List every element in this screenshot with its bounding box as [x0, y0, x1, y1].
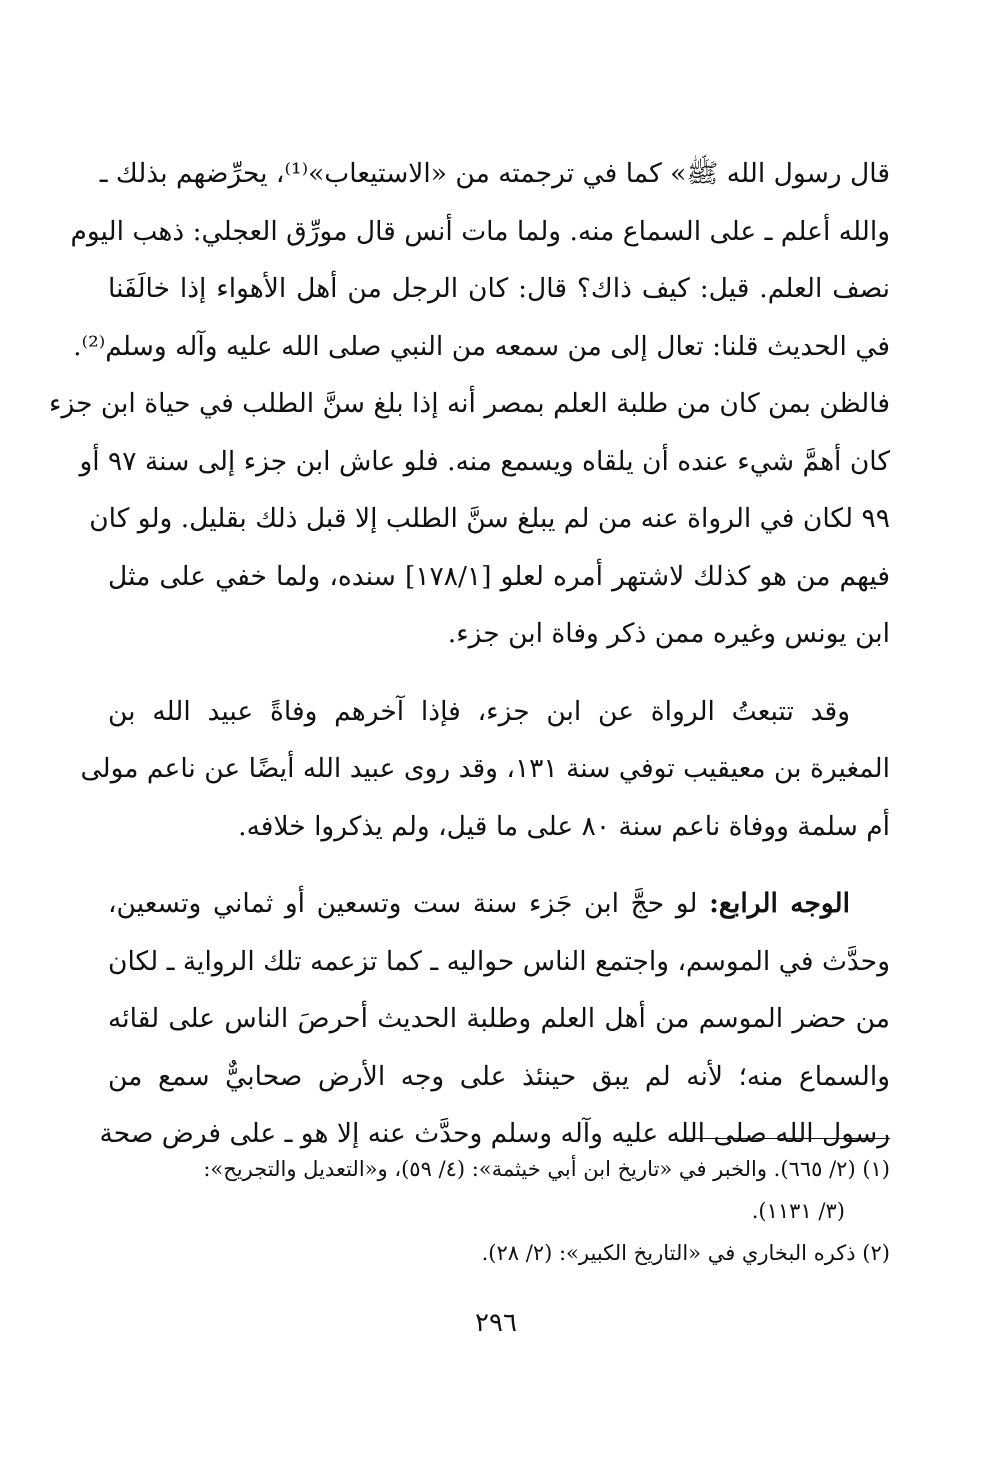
text-line: فالظن بمن كان من طلبة العلم بمصر أنه إذا بلغ سنَّ الطلب في حياة ابن جزء	[49, 388, 890, 419]
footnote-1: (١) (٢/ ٦٦٥). والخبر في «تاريخ ابن أبي خيثمة»: (٤/ ٥٩)، و«التعديل والتجريح»:	[203, 1157, 890, 1181]
footnotes	[108, 1148, 890, 1274]
text-line: أم سلمة ووفاة ناعم سنة ٨٠ على ما قيل، ولم يذكروا خلافه.	[238, 810, 890, 842]
text-line: والسماع منه؛ لأنه لم يبق حينئذ على وجه الأرض صحابيٌّ سمع من	[108, 1060, 890, 1092]
text-line: ابن يونس وغيره ممن ذكر وفاة ابن جزء.	[447, 618, 890, 649]
text-line: في الحديث قلنا: تعال إلى من سمعه من النبي صلى الله عليه وآله وسلم⁽²⁾.	[73, 330, 890, 362]
text-line: المغيرة بن معيقيب توفي سنة ١٣١، وقد روى عبيد الله أيضًا عن ناعم مولى	[80, 753, 890, 784]
text-line: كان أهمَّ شيء عنده أن يلقاه ويسمع منه. فلو عاش ابن جزء إلى سنة ٩٧ أو	[79, 445, 890, 477]
text-line: والله أعلم ـ على السماع منه. ولما مات أنس قال مورِّق العجلي: ذهب اليوم	[70, 215, 890, 247]
text-line: وحدَّث في الموسم، واجتمع الناس حواليه ـ كما تزعمه تلك الرواية ـ لكان	[108, 945, 890, 977]
footnote-1-continuation: (٣/ ١١٣١).	[751, 1199, 845, 1223]
text-line	[108, 875, 890, 933]
page-number: ٢٩٦	[475, 1308, 517, 1338]
text-line: رسول الله صلى الله عليه وآله وسلم وحدَّث عنه إلا هو ـ على فرض صحة	[99, 1118, 890, 1149]
text-line: من حضر الموسم من أهل العلم وطلبة الحديث أحرصَ الناس على لقائه	[108, 1003, 890, 1034]
footnote-2: (٢) ذكره البخاري في «التاريخ الكبير»: (٢/ ٢٨).	[481, 1241, 890, 1265]
paragraph-gap	[108, 855, 890, 875]
text-line: قال رسول الله ﷺ» كما في ترجمته من «الاستيعاب»⁽¹⁾، يحرِّضهم بذلك ـ	[99, 158, 890, 189]
section-heading: الوجه الرابع:	[709, 888, 850, 919]
paragraph-3	[99, 875, 890, 1163]
main-text	[49, 145, 890, 1163]
paragraph-gap	[108, 663, 890, 683]
text-line: نصف العلم. قيل: كيف ذاك؟ قال: كان الرجل من أهل الأهواء إذا خالَفَنا	[108, 273, 890, 304]
text-line: فيهم من هو كذلك لاشتهر أمره لعلو [١٧٨/١] سنده، ولما خفي على مثل	[108, 560, 890, 592]
text-line: وقد تتبعتُ الرواة عن ابن جزء، فإذا آخرهم وفاةً عبيد الله بن	[108, 695, 850, 727]
heading-line-text: لو حجَّ ابن جَزء سنة ست وتسعين أو ثماني وتسعين،	[108, 888, 698, 919]
paragraph-1	[49, 145, 890, 663]
footnote-separator	[685, 1138, 890, 1139]
paragraph-2	[80, 683, 890, 856]
text-line: ٩٩ لكان في الرواة عنه من لم يبلغ سنَّ الطلب إلا قبل ذلك بقليل. ولو كان	[89, 503, 890, 534]
